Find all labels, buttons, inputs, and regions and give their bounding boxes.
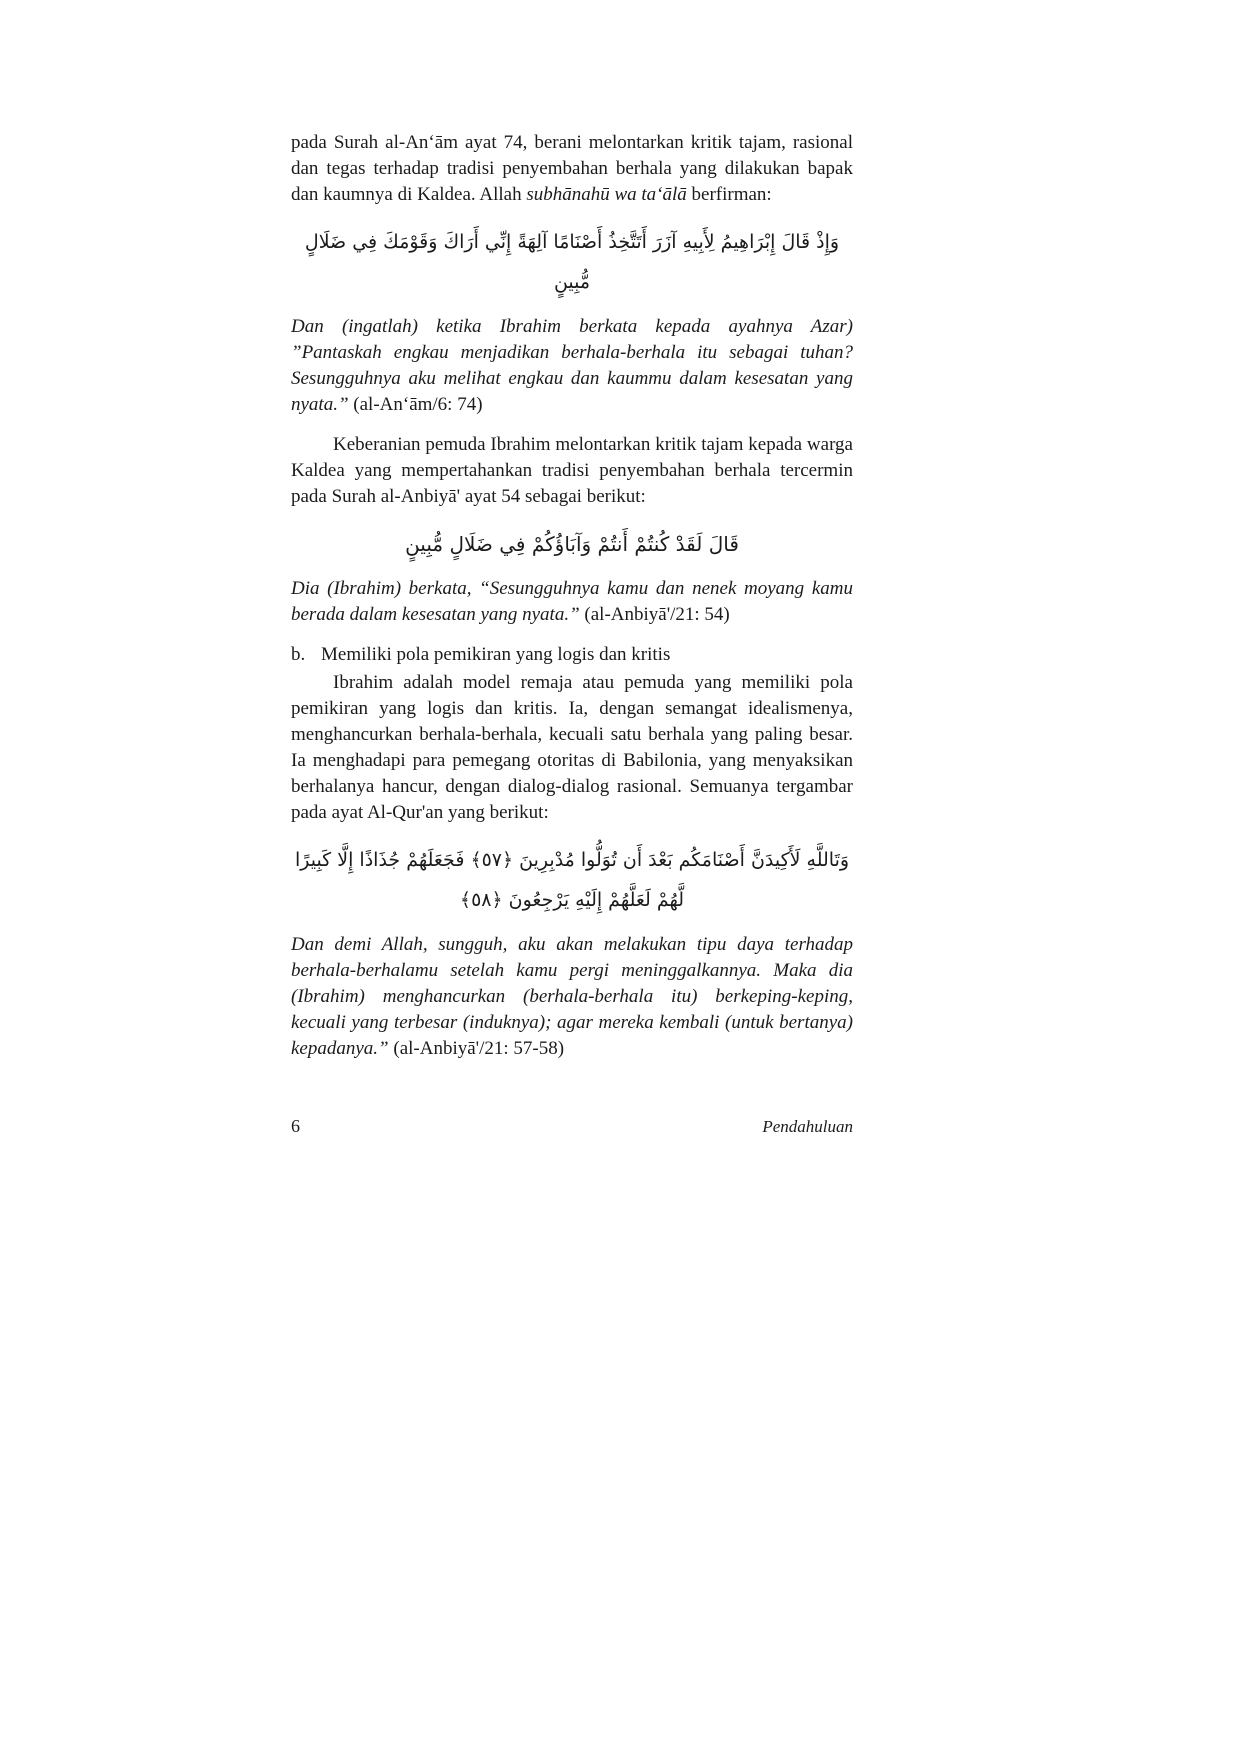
quran-verse-al-anam-74: وَإِذْ قَالَ إِبْرَاهِيمُ لِأَبِيهِ آزَرَ أَتَتَّخِذُ أَصْنَامًا آلِهَةً إِنِّي أَرَاكَ وَقَوْمَكَ فِي ضَلَالٍ مُّبِينٍ (304, 231, 840, 293)
translation-text: Dan (ingatlah) ketika Ibrahim berkata kepada ayahnya Azar) ”Pantaskah engkau menjadikan berhala-berhala itu sebagai tuhan? Sesungguhnya aku melihat engkau dan kaummu dalam kesesatan yang nyata.” (291, 316, 853, 415)
page-number: 6 (291, 1116, 300, 1136)
list-item-b-heading (291, 642, 853, 668)
quran-verse-al-anbiya-54: قَالَ لَقَدْ كُنتُمْ أَنتُمْ وَآبَاؤُكُمْ فِي ضَلَالٍ مُّبِينٍ (405, 532, 739, 556)
page-footer (291, 1116, 853, 1137)
paragraph-intro (291, 130, 853, 208)
translation-text: Dan demi Allah, sungguh, aku akan melakukan tipu daya terhadap berhala-berhalamu setelah kamu pergi meninggalkannya. Maka dia (Ibrahim) menghancurkan (berhala-berhala itu) berkeping-keping, kecuali yang terbesar (induknya); agar mereka kembali (untuk bertanya) kepadanya.” (291, 934, 853, 1059)
verse-citation: (al-Anbiyā'/21: 54) (584, 604, 730, 625)
translation-al-anam-74 (291, 314, 853, 418)
verse-citation: (al-Anbiyā'/21: 57-58) (393, 1038, 565, 1059)
paragraph-intro-end: berfirman: (686, 184, 772, 205)
translation-al-anbiya-57-58 (291, 932, 853, 1062)
translation-al-anbiya-54 (291, 576, 853, 628)
arabic-honorific-italic: subhānahū wa ta‘ālā (526, 184, 687, 205)
quran-verse-al-anbiya-57-58: وَتَاللَّهِ لَأَكِيدَنَّ أَصْنَامَكُم بَعْدَ أَن تُوَلُّوا مُدْبِرِينَ ﴿٥٧﴾ فَجَعَلَهُمْ جُذَاذًا إِلَّا كَبِيرًا لَّهُمْ لَعَلَّهُمْ إِلَيْهِ يَرْجِعُونَ ﴿٥٨﴾ (294, 849, 850, 911)
running-title: Pendahuluan (762, 1117, 853, 1136)
list-item-b-title: Memiliki pola pemikiran yang logis dan kritis (321, 644, 671, 665)
paragraph-intro-start: pada Surah al-An‘ām ayat 74, berani melontarkan kritik tajam, rasional dan tegas terhadap tradisi penyembahan berhala yang dilakukan bapak dan kaumnya di Kaldea. Allah (291, 132, 853, 205)
list-item-b-label: b. (291, 644, 306, 665)
paragraph-keberanian: Keberanian pemuda Ibrahim melontarkan kritik tajam kepada warga Kaldea yang mempertahankan tradisi penyembahan berhala tercermin pada Surah al-Anbiyā' ayat 54 sebagai berikut: (291, 434, 853, 507)
text-column (291, 130, 853, 1076)
translation-text: Dia (Ibrahim) berkata, “Sesungguhnya kamu dan nenek moyang kamu berada dalam kesesatan yang nyata.” (291, 578, 853, 625)
paragraph-ibrahim-model: Ibrahim adalah model remaja atau pemuda yang memiliki pola pemikiran yang logis dan kritis. Ia, dengan semangat idealismenya, menghancurkan berhala-berhala, kecuali satu berhala yang paling besar. Ia menghadapi para pemegang otoritas di Babilonia, yang menyaksikan berhalanya hancur, dengan dialog-dialog rasional. Semuanya tergambar pada ayat Al-Qur'an yang berikut: (291, 672, 853, 823)
verse-citation: (al-An‘ām/6: 74) (353, 394, 483, 415)
